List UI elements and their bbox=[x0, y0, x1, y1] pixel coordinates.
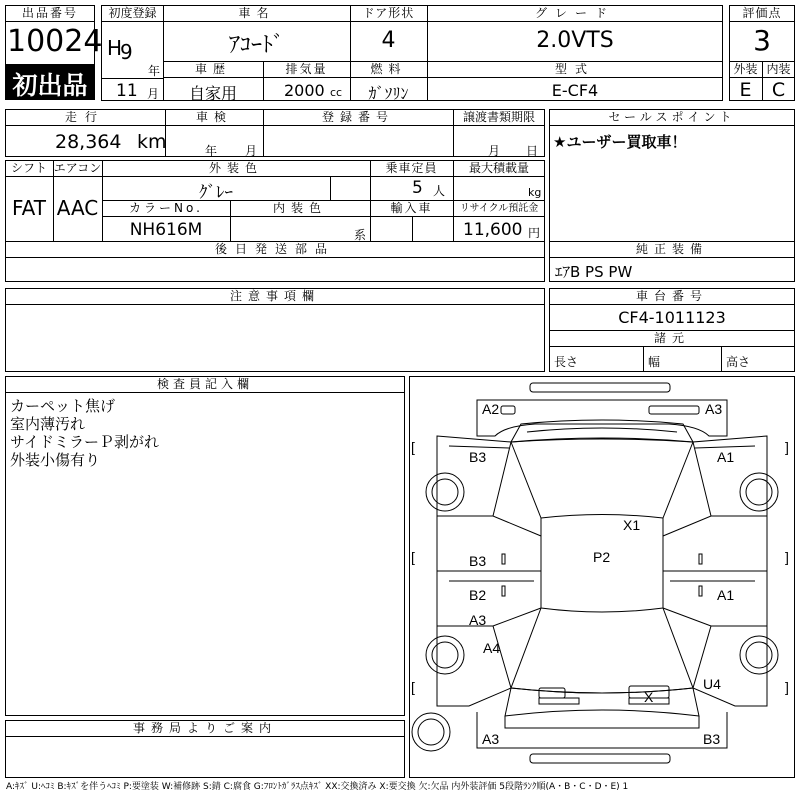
first-listing-text: 初出品 bbox=[12, 71, 88, 100]
color-no-value: NH616M bbox=[129, 220, 203, 240]
doors-value: 4 bbox=[381, 28, 396, 53]
mark-a1-right-front: A1 bbox=[717, 449, 735, 465]
displacement-label: 排気量 bbox=[285, 62, 328, 76]
mileage-label: 走行 bbox=[64, 110, 105, 124]
exterior-color-label: 外装色 bbox=[208, 161, 263, 175]
interior-color-label: 内装色 bbox=[272, 201, 327, 215]
transfer-day-unit: 日 bbox=[526, 144, 539, 158]
import-label: 輸入車 bbox=[390, 201, 433, 215]
mileage-value: 28,364 bbox=[55, 131, 122, 153]
mark-b2-left-rear-door: B2 bbox=[469, 587, 487, 603]
inspection-label: 車検 bbox=[195, 110, 232, 124]
capacity-label: 乗車定員 bbox=[385, 161, 438, 175]
inspector-label: 検査員記入欄 bbox=[156, 377, 253, 391]
bracket-right-mid: ] bbox=[785, 549, 789, 565]
year-unit: 年 bbox=[148, 64, 161, 78]
color-no-label: カラーNo. bbox=[129, 201, 203, 215]
mark-u4-right-rear: U4 bbox=[703, 676, 721, 692]
genuine-equipment-label: 純正装備 bbox=[635, 242, 708, 256]
mark-x-rear: X bbox=[644, 689, 654, 705]
capacity-unit: 人 bbox=[433, 184, 446, 198]
mark-a1-right-door: A1 bbox=[717, 587, 735, 603]
dims-label: 諸元 bbox=[653, 331, 690, 345]
mark-b3-rear-right: B3 bbox=[703, 731, 721, 747]
max-load-label: 最大積載量 bbox=[468, 161, 529, 175]
score-label: 評価点 bbox=[742, 6, 782, 20]
mark-a2-front-left: A2 bbox=[482, 401, 500, 417]
shift-value: FAT bbox=[11, 196, 46, 220]
exterior-grade: E bbox=[739, 79, 752, 101]
registration-year: 9 bbox=[120, 40, 133, 64]
mark-x1-roof: X1 bbox=[623, 517, 641, 533]
reg-no-label: 登録番号 bbox=[321, 110, 394, 124]
displacement-value: 2000 bbox=[284, 81, 325, 100]
month-unit: 月 bbox=[147, 87, 160, 101]
max-load-unit: kg bbox=[528, 186, 542, 199]
inspector-line-4: 外装小傷有り bbox=[10, 451, 101, 469]
bracket-left-low: [ bbox=[411, 679, 415, 695]
doors-label: ドア形状 bbox=[362, 6, 415, 20]
inspector-line-3: サイドミラーＰ剥がれ bbox=[10, 433, 159, 451]
selling-points-label: セールスポイント bbox=[608, 110, 736, 124]
grade-label: グレード bbox=[534, 6, 615, 20]
mark-b3-left-front: B3 bbox=[469, 449, 487, 465]
mark-a4-left-quarter: A4 bbox=[483, 640, 501, 656]
mark-a3-front-right: A3 bbox=[705, 401, 723, 417]
bracket-left-top: [ bbox=[411, 439, 415, 455]
interior-color-unit: 系 bbox=[354, 228, 367, 242]
first-registration-label: 初度登録 bbox=[108, 6, 157, 20]
transfer-deadline-label: 譲渡書類期限 bbox=[462, 110, 535, 124]
fuel-value: ｶﾞｿﾘﾝ bbox=[368, 84, 409, 103]
registration-month: 11 bbox=[116, 81, 138, 101]
lot-number-label: 出品番号 bbox=[21, 6, 78, 20]
lot-number: 10024 bbox=[7, 24, 103, 59]
model-code-value: E-CF4 bbox=[551, 81, 599, 100]
office-label: 事務局よりご案内 bbox=[132, 721, 277, 735]
mileage-unit: km bbox=[137, 131, 167, 153]
genuine-equipment-text: ｴｱB PS PW bbox=[555, 263, 633, 281]
exterior-color-value: ｸﾞﾚｰ bbox=[199, 183, 233, 203]
inspection-month-unit: 月 bbox=[245, 144, 258, 158]
interior-grade: C bbox=[771, 79, 786, 101]
mark-p2-roof: P2 bbox=[593, 549, 611, 565]
grade-value: 2.0VTS bbox=[536, 28, 614, 53]
car-name: ｱｺｰﾄﾞ bbox=[228, 33, 284, 58]
chassis-value: CF4-1011123 bbox=[618, 308, 726, 327]
fuel-label: 燃料 bbox=[370, 62, 407, 76]
displacement-unit: cc bbox=[330, 86, 343, 99]
mark-a3-left-rear: A3 bbox=[469, 612, 487, 628]
bracket-right-low: ] bbox=[785, 679, 789, 695]
aircon-value: AAC bbox=[56, 196, 99, 220]
length-label: 長さ bbox=[554, 355, 579, 369]
transfer-month-unit: 月 bbox=[488, 144, 501, 158]
history-value: 自家用 bbox=[188, 84, 237, 103]
damage-legend: A:ｷｽﾞ U:ﾍｺﾐ B:ｷｽﾞを伴うﾍｺﾐ P:要塗装 W:補修跡 S:錆 C:腐食 G:ﾌﾛﾝﾄｶﾞﾗｽ点ｷｽﾞ XX:交換済み X:要交換 欠:欠品 内外装評価 5段階ﾗﾝｸ順(A・B・C・D・E) 1 bbox=[6, 782, 629, 792]
interior-label: 内装 bbox=[766, 62, 791, 76]
score-value: 3 bbox=[753, 24, 771, 57]
inspector-line-1: カーペット焦げ bbox=[10, 397, 116, 415]
chassis-label: 車台番号 bbox=[635, 289, 708, 303]
recycle-value: 11,600 bbox=[463, 220, 523, 240]
mark-a3-rear-left: A3 bbox=[482, 731, 500, 747]
later-parts-label: 後日発送部品 bbox=[214, 242, 335, 256]
selling-points-text: ★ユーザー買取車！ bbox=[553, 133, 687, 151]
notes-label: 注意事項欄 bbox=[229, 289, 320, 303]
height-label: 高さ bbox=[726, 355, 751, 369]
mark-b3-left-door: B3 bbox=[469, 553, 487, 569]
exterior-label: 外装 bbox=[733, 62, 758, 76]
shift-label: シフト bbox=[10, 161, 47, 175]
car-name-label: 車名 bbox=[238, 6, 275, 20]
capacity-value: 5 bbox=[412, 178, 423, 198]
history-label: 車歴 bbox=[194, 62, 231, 76]
recycle-unit: 円 bbox=[528, 226, 541, 240]
bracket-right-top: ] bbox=[785, 439, 789, 455]
aircon-label: エアコン bbox=[53, 161, 102, 175]
width-label: 幅 bbox=[648, 355, 661, 369]
bracket-left-mid: [ bbox=[411, 549, 415, 565]
inspector-line-2: 室内薄汚れ bbox=[10, 415, 86, 433]
selling-points-block bbox=[549, 109, 795, 242]
model-code-label: 型式 bbox=[554, 62, 595, 76]
era-prefix: H bbox=[107, 36, 123, 60]
car-damage-diagram bbox=[409, 376, 795, 778]
inspection-year-unit: 年 bbox=[205, 144, 218, 158]
recycle-label: リサイクル預託金 bbox=[459, 203, 539, 214]
